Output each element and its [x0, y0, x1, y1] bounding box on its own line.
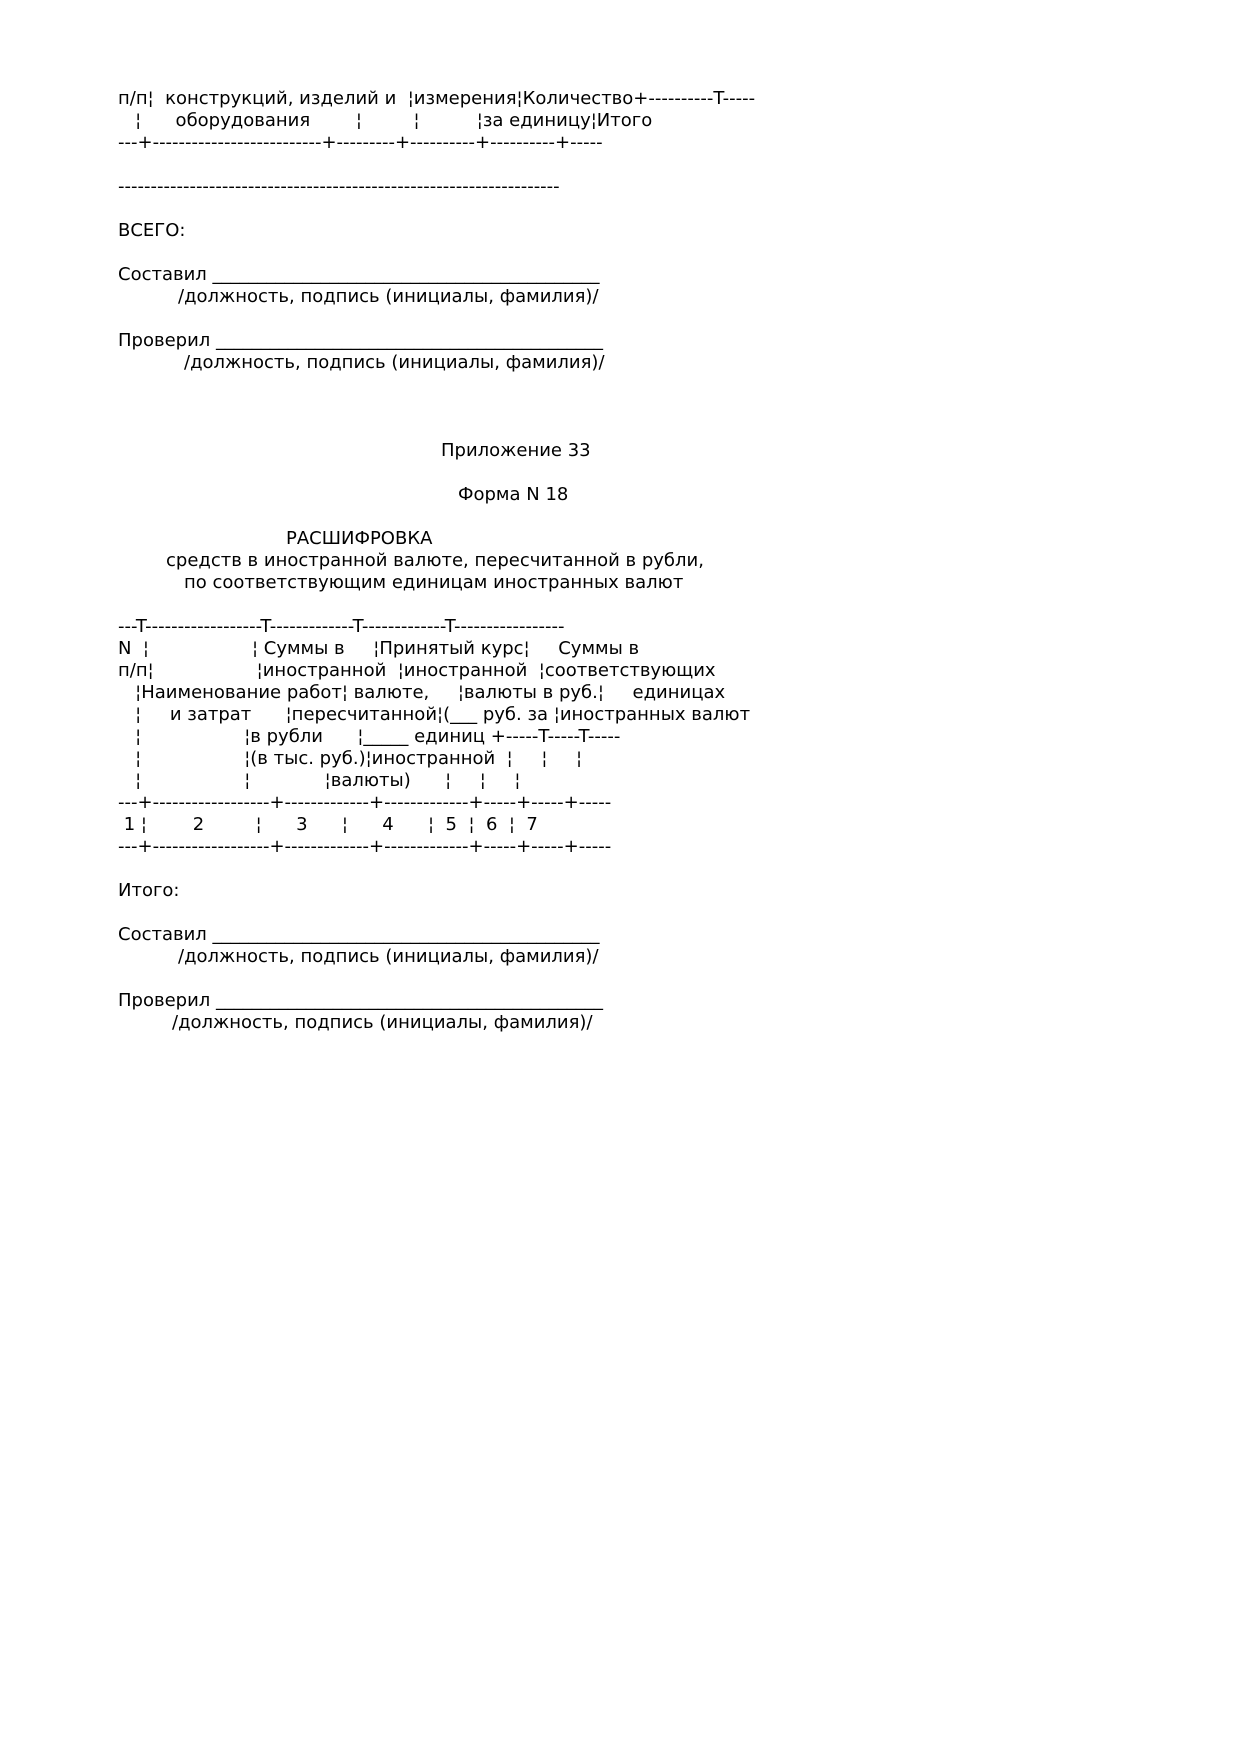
form-table-line: ¦Наименование работ¦ валюте, ¦валюты в руб.¦ единицах — [118, 682, 726, 703]
document-subtitle: средств в иностранной валюте, пересчитанной в рубли, — [166, 550, 704, 571]
form-table-line: ---T------------------T-------------T-------------T----------------- — [118, 616, 565, 637]
document-subtitle: по соответствующим единицам иностранных валют — [184, 572, 684, 593]
form-label: Форма N 18 — [458, 484, 569, 505]
checked-by-line: Проверил ___________________________________________ — [118, 330, 604, 351]
appendix-label: Приложение 33 — [441, 440, 591, 461]
subtotal-label: Итого: — [118, 880, 180, 901]
form-table-line: ¦ ¦(в тыс. руб.)¦иностранной ¦ ¦ ¦ — [118, 748, 583, 769]
document-title: РАСШИФРОВКА — [286, 528, 433, 549]
form-table-line: ¦ и затрат ¦пересчитанной¦(___ руб. за ¦иностранных валют — [118, 704, 751, 725]
checked-by-caption: /должность, подпись (инициалы, фамилия)/ — [184, 352, 605, 373]
top-table-header-line: п/п¦ конструкций, изделий и ¦измерения¦Количество+----------T----- — [118, 88, 756, 109]
compiled-by-line: Составил ___________________________________________ — [118, 264, 600, 285]
form-table-line: ---+------------------+-------------+-------------+-----+-----+----- — [118, 792, 612, 813]
top-table-separator: ---+--------------------------+---------+----------+----------+----- — [118, 132, 603, 153]
form-table-line: N ¦ ¦ Суммы в ¦Принятый курс¦ Суммы в — [118, 638, 640, 659]
form-table-line: ¦ ¦в рубли ¦_____ единиц +-----T-----T----- — [118, 726, 621, 747]
form-table-line: п/п¦ ¦иностранной ¦иностранной ¦соответствующих — [118, 660, 716, 681]
form-table-line: 1 ¦ 2 ¦ 3 ¦ 4 ¦ 5 ¦ 6 ¦ 7 — [118, 814, 538, 835]
checked-by-line: Проверил ___________________________________________ — [118, 990, 604, 1011]
checked-by-caption: /должность, подпись (инициалы, фамилия)/ — [172, 1012, 593, 1033]
top-table-closing-rule: -------------------------------------------------------------------- — [118, 176, 560, 197]
form-table-line: ---+------------------+-------------+-------------+-----+-----+----- — [118, 836, 612, 857]
top-table-header-line: ¦ оборудования ¦ ¦ ¦за единицу¦Итого — [118, 110, 653, 131]
compiled-by-line: Составил ___________________________________________ — [118, 924, 600, 945]
total-label: ВСЕГО: — [118, 220, 186, 241]
compiled-by-caption: /должность, подпись (инициалы, фамилия)/ — [178, 286, 599, 307]
form-table-line: ¦ ¦ ¦валюты) ¦ ¦ ¦ — [118, 770, 521, 791]
compiled-by-caption: /должность, подпись (инициалы, фамилия)/ — [178, 946, 599, 967]
